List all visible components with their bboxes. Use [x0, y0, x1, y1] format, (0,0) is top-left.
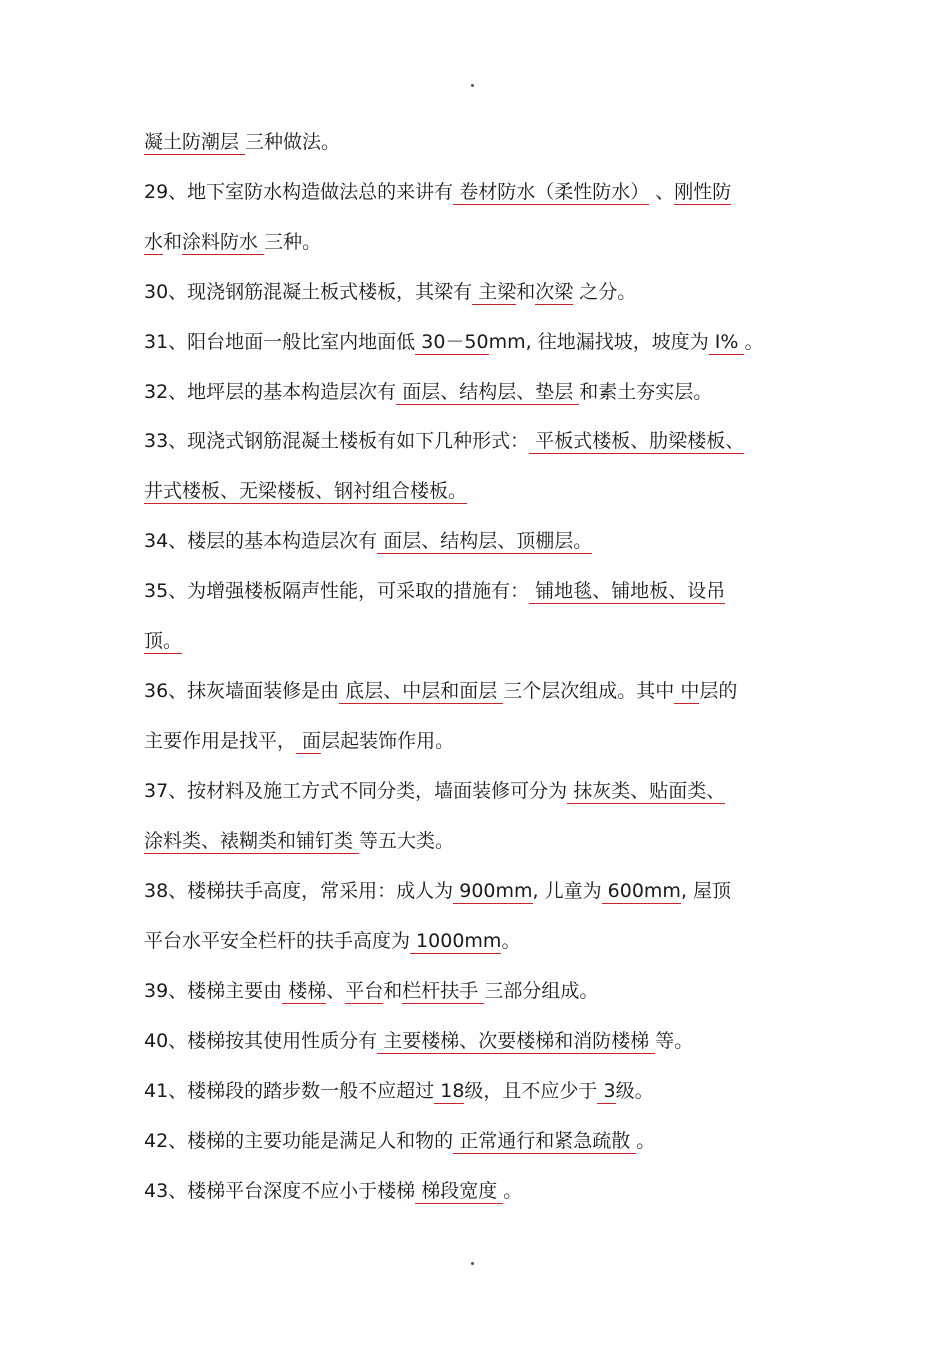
question-text: 34、楼层的基本构造层次有: [144, 530, 378, 552]
question-text: 。: [503, 1180, 523, 1202]
question-text: 40、楼梯按其使用性质分有: [144, 1030, 378, 1052]
text-line: [144, 827, 814, 855]
question-text: 和素土夯实层。: [579, 381, 713, 403]
answer-blank: 刚性防: [674, 181, 732, 203]
answer-blank: 正常通行和紧急疏散: [453, 1130, 637, 1152]
question-text: 35、为增强楼板隔声性能，可采取的措施有：: [144, 580, 530, 602]
question-text: 31、阳台地面一般比室内地面低: [144, 331, 416, 353]
text-line: [144, 278, 814, 306]
answer-blank: 涂料类、裱糊类和铺钉类: [144, 830, 360, 852]
question-text: 、: [326, 980, 346, 1002]
text-line: [144, 427, 814, 455]
answer-blank: 平台: [345, 980, 384, 1002]
text-line: [144, 477, 814, 505]
question-text: 三种。: [264, 231, 322, 253]
answer-blank: 18: [434, 1080, 465, 1102]
question-text: 30、现浇钢筋混凝土板式楼板，其梁有: [144, 281, 473, 303]
answer-blank: 顶。: [144, 630, 183, 652]
answer-blank: 铺地毯、铺地板、设吊: [529, 580, 726, 602]
question-text: 级，且不应少于: [464, 1080, 598, 1102]
header-mark: [471, 84, 474, 87]
text-line: [144, 178, 814, 206]
question-text: 平台水平安全栏杆的扶手高度为: [144, 930, 411, 952]
answer-blank: 抹灰类、贴面类、: [567, 780, 726, 802]
question-text: 38、楼梯扶手高度，常采用：成人为: [144, 880, 454, 902]
answer-blank: 600mm: [601, 880, 681, 902]
question-text: 。: [744, 331, 764, 353]
text-line: [144, 877, 814, 905]
text-line: [144, 1027, 814, 1055]
question-text: 29、地下室防水构造做法总的来讲有: [144, 181, 454, 203]
question-text: , 屋顶: [680, 880, 732, 902]
answer-blank: 30－50: [415, 331, 489, 353]
answer-blank: 梯段宽度: [415, 1180, 504, 1202]
question-text: 、: [649, 181, 675, 203]
question-text: 和: [516, 281, 536, 303]
question-text: 三个层次组成。其中: [503, 680, 675, 702]
text-line: [144, 1127, 814, 1155]
question-text: 和: [163, 231, 183, 253]
text-line: [144, 677, 814, 705]
question-text: 39、楼梯主要由: [144, 980, 283, 1002]
text-line: [144, 378, 814, 406]
question-text: 级。: [615, 1080, 654, 1102]
answer-blank: 主要楼梯、次要楼梯和消防楼梯: [377, 1030, 656, 1052]
question-text: 。: [501, 930, 521, 952]
question-text: 层起装饰作用。: [321, 730, 455, 752]
question-text: 等。: [655, 1030, 694, 1052]
answer-blank: 卷材防水（柔性防水）: [453, 181, 650, 203]
question-text: 43、楼梯平台深度不应小于楼梯: [144, 1180, 416, 1202]
answer-blank: 中: [674, 680, 700, 702]
question-text: 41、楼梯段的踏步数一般不应超过: [144, 1080, 435, 1102]
question-text: 36、抹灰墙面装修是由: [144, 680, 340, 702]
question-text: 。: [636, 1130, 656, 1152]
text-line: [144, 228, 814, 256]
answer-blank: 平板式楼板、肋梁楼板、: [529, 430, 745, 452]
text-line: [144, 777, 814, 805]
answer-blank: 面: [296, 730, 322, 752]
question-text: 之分。: [573, 281, 637, 303]
answer-blank: I%: [708, 331, 745, 353]
question-text: 和: [383, 980, 403, 1002]
text-line: [144, 527, 814, 555]
answer-blank: 面层、结构层、顶棚层。: [377, 530, 593, 552]
answer-blank: 3: [597, 1080, 616, 1102]
question-text: mm, 往地漏找坡，坡度为: [488, 331, 709, 353]
answer-blank: 底层、中层和面层: [339, 680, 504, 702]
text-line: [144, 1077, 814, 1105]
question-text: 主要作用是找平，: [144, 730, 297, 752]
answer-blank: 主梁: [472, 281, 517, 303]
answer-blank: 涂料防水: [182, 231, 265, 253]
answer-blank: 栏杆扶手: [402, 980, 485, 1002]
question-text: 三种做法。: [245, 131, 341, 153]
answer-blank: 次梁: [535, 281, 574, 303]
question-text: 三部分组成。: [484, 980, 599, 1002]
answer-blank: 1000mm: [410, 930, 502, 952]
question-text: , 儿童为: [532, 880, 602, 902]
text-line: [144, 577, 814, 605]
text-line: [144, 977, 814, 1005]
text-line: [144, 328, 814, 356]
text-line: [144, 1177, 814, 1205]
answer-blank: 凝土防潮层: [144, 131, 246, 153]
answer-blank: 水: [144, 231, 164, 253]
question-text: 33、现浇式钢筋混凝土楼板有如下几种形式：: [144, 430, 530, 452]
question-text: 42、楼梯的主要功能是满足人和物的: [144, 1130, 454, 1152]
question-text: 32、地坪层的基本构造层次有: [144, 381, 397, 403]
footer-mark: [471, 1262, 474, 1265]
question-text: 37、按材料及施工方式不同分类，墙面装修可分为: [144, 780, 568, 802]
text-line: [144, 627, 814, 655]
answer-blank: 900mm: [453, 880, 533, 902]
text-line: [144, 727, 814, 755]
answer-blank: 井式楼板、无梁楼板、钢衬组合楼板。: [144, 480, 468, 502]
question-text: 等五大类。: [359, 830, 455, 852]
answer-blank: 楼梯: [282, 980, 327, 1002]
text-line: [144, 128, 814, 156]
text-line: [144, 927, 814, 955]
question-text: 层的: [699, 680, 738, 702]
answer-blank: 面层、结构层、垫层: [396, 381, 580, 403]
